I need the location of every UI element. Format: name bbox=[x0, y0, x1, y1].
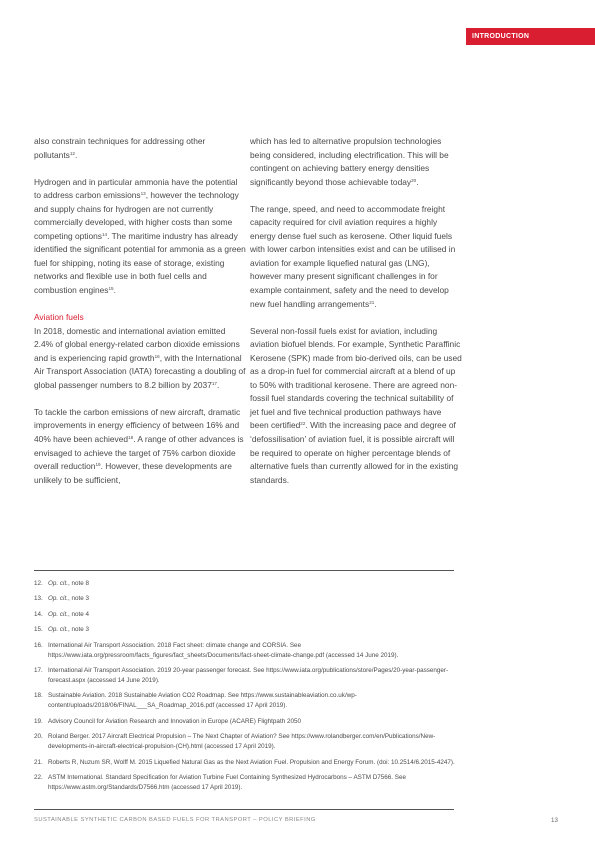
footnote-number: 15. bbox=[34, 626, 43, 634]
footnotes-list bbox=[34, 579, 464, 798]
footnote bbox=[34, 594, 464, 604]
page-number: 13 bbox=[551, 817, 558, 824]
footnote-ref[interactable]: 14 bbox=[101, 231, 108, 237]
footnote-ref[interactable]: 21 bbox=[369, 299, 375, 305]
footnote-number: 20. bbox=[34, 733, 43, 741]
footnote bbox=[34, 691, 464, 711]
footnote-number: 18. bbox=[34, 692, 43, 700]
footnote-number: 13. bbox=[34, 595, 43, 603]
footnote-ref[interactable]: 20 bbox=[411, 177, 417, 183]
footnote-number: 21. bbox=[34, 758, 43, 766]
section-heading: Aviation fuels bbox=[34, 312, 84, 323]
paragraph: In 2018, domestic and international aviation emitted 2.4% of global energy-related carbon dioxide emissions and is experiencing rapid growth$^{16}$, with the International Air Transport Association (IATA) forecasting a doubling of global passenger numbers to 8.2 billion by 2037$^{17}$. bbox=[34, 325, 246, 390]
paragraph: Hydrogen and in particular ammonia have the potential to address carbon emissions$^{13}$, however the technology and supply chains for hydrogen are not currently commercially developed, with higher costs than some competing options$^{14}$. The maritime industry has already identified the significant potential for ammonia as a green fuel for shipping, noting its ease of storage, existing networks and flexible use in both fuel cells and combustion engines$^{15}$. bbox=[34, 176, 246, 296]
footnote-text: Roland Berger. 2017 Aircraft Electrical Propulsion – The Next Chapter of Aviation? See https://www.rolandberger.com/en/Publications/New-developments-in-aircraft-electrical-propulsion-(CH).html (accessed 17 April 2019). bbox=[48, 733, 436, 751]
right-column bbox=[250, 135, 462, 487]
footnote-text: International Air Transport Association. 2018 Fact sheet: climate change and CORSIA. See https://www.iata.org/pressroom/facts_figures/fact_sheets/Documents/fact-sheet-climate-change.pdf (accessed 14 June 2019). bbox=[48, 641, 399, 659]
paragraph: also constrain techniques for addressing other pollutants$^{12}$. bbox=[34, 136, 206, 160]
footnote-ref[interactable]: 22 bbox=[300, 421, 306, 427]
footnote-number: 22. bbox=[34, 773, 43, 781]
footnote-ref[interactable]: 12 bbox=[69, 150, 75, 156]
paragraph: To tackle the carbon emissions of new aircraft, dramatic improvements in energy efficiency of between 16% and 40% have been achieved$^{18}$. A range of other advances is envisaged to achieve the target of 75% carbon dioxide overall reduction$^{19}$. However, these developments are unlikely to be sufficient, bbox=[34, 406, 244, 485]
footnote bbox=[34, 579, 464, 589]
footnote-text: Op. cit., note 3 bbox=[48, 595, 89, 603]
footer-divider bbox=[34, 809, 454, 810]
footnote bbox=[34, 717, 464, 727]
footnote-text: Op. cit., note 4 bbox=[48, 610, 89, 618]
footnote-number: 16. bbox=[34, 641, 43, 649]
footnote bbox=[34, 732, 464, 752]
footnote bbox=[34, 758, 464, 768]
footnote-text: Advisory Council for Aviation Research and Innovation in Europe (ACARE) Flightpath 2050 bbox=[48, 717, 301, 725]
footnote-text: Roberts R, Nuzum SR, Wolff M. 2015 Liquefied Natural Gas as the Next Aviation Fuel. Propulsion and Energy Forum. (doi: 10.2514/6.2015-4247). bbox=[48, 758, 455, 766]
footnote bbox=[34, 641, 464, 661]
footnote-ref[interactable]: 15 bbox=[108, 286, 114, 292]
left-column bbox=[34, 135, 246, 487]
footnote-ref[interactable]: 19 bbox=[95, 462, 101, 468]
paragraph: The range, speed, and need to accommodate freight capacity required for civil aviation requires a highly energy dense fuel such as kerosene. Other liquid fuels with lower carbon intensities exist and can be utilised in aviation for example liquefied natural gas (LNG), however many present significant challenges in for example containment, safety and the need to develop new fuel handling arrangements$^{21}$. bbox=[250, 203, 456, 309]
footnote-text: Op. cit., note 3 bbox=[48, 626, 89, 634]
footnote-text: International Air Transport Association. 2019 20-year passenger forecast. See https://www.iata.org/publications/store/Pages/20-year-passenger-forecast.aspx (accessed 14 June 2019). bbox=[48, 666, 449, 684]
footnote-number: 17. bbox=[34, 666, 43, 674]
footnote bbox=[34, 773, 464, 793]
footnote-number: 12. bbox=[34, 580, 43, 587]
footnote-ref[interactable]: 17 bbox=[211, 380, 217, 386]
footnotes-divider bbox=[34, 570, 454, 571]
footnote bbox=[34, 666, 464, 686]
footnote bbox=[34, 625, 464, 635]
footnote bbox=[34, 610, 464, 620]
footer-title: SUSTAINABLE SYNTHETIC CARBON BASED FUELS FOR TRANSPORT – POLICY BRIEFING bbox=[34, 817, 316, 823]
footnote-number: 14. bbox=[34, 610, 43, 618]
section-label: INTRODUCTION bbox=[466, 28, 595, 45]
footnote-text: ASTM International. Standard Specification for Aviation Turbine Fuel Containing Synthesized Hydrocarbons – ASTM D7566. See https://www.astm.org/Standards/D7566.htm (accessed 17 April 2019). bbox=[48, 773, 406, 791]
footnote-ref[interactable]: 18 bbox=[128, 435, 134, 441]
footnote-number: 19. bbox=[34, 717, 43, 725]
footnote-ref[interactable]: 13 bbox=[140, 191, 146, 197]
footnote-text: Sustainable Aviation. 2018 Sustainable Aviation CO2 Roadmap. See https://www.sustainableaviation.co.uk/wp-content/uploads/2018/06/FINAL___SA_Roadmap_2016.pdf (accessed 17 April 2019). bbox=[48, 692, 357, 710]
paragraph: Several non-fossil fuels exist for aviation, including aviation biofuel blends. For example, Synthetic Paraffinic Kerosene (SPK) made from bio-derived oils, can be used as a drop-in fuel for commercial aircraft at a blend of up to 50% with traditional kerosene. There are agreed non-fossil fuel standards covering the technical suitability of jet fuel and five technical production pathways have been certified$^{22}$. With the increasing pace and degree of ‘defossilisation’ of aviation fuel, it is possible aircraft will be required to operate on higher percentage blends of alternative fuels than currently allowed for in the existing standards. bbox=[250, 325, 462, 485]
paragraph: which has led to alternative propulsion technologies being considered, including electrification. This will be contingent on achieving battery energy densities significantly beyond those achievable today$^{20}$. bbox=[250, 136, 449, 187]
footnote-text: Op. cit., note 8 bbox=[48, 580, 89, 587]
footnote-ref[interactable]: 16 bbox=[154, 353, 160, 359]
